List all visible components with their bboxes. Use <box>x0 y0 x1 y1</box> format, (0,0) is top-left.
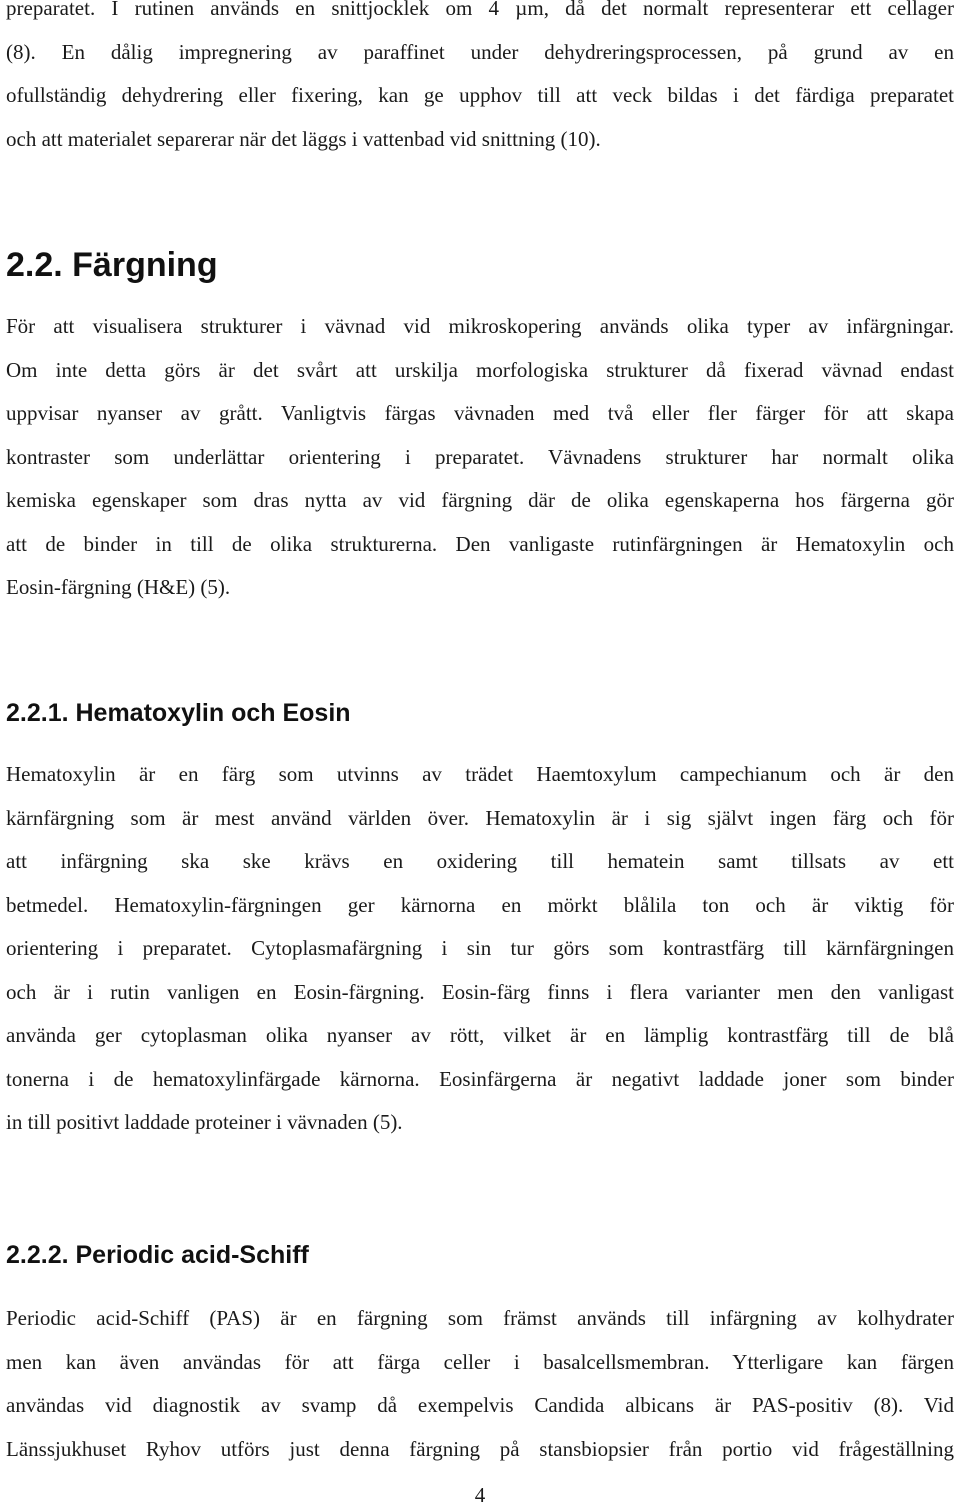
paragraph-line: kontraster som underlättar orientering i preparatet. Vävnadens strukturer har normalt olika <box>6 444 954 469</box>
page-number: 4 <box>474 1483 486 1507</box>
paragraph-line: men kan även användas för att färga celler i basalcellsmembran. Ytterligare kan färgen <box>6 1349 954 1374</box>
section-heading-periodic-acid-schiff: 2.2.2. Periodic acid-Schiff <box>6 1241 309 1269</box>
periodic-acid-schiff-paragraph <box>6 1303 954 1477</box>
section-heading-fargning: 2.2. Färgning <box>6 246 218 284</box>
paragraph-line: Periodic acid-Schiff (PAS) är en färgning som främst används till infärgning av kolhydrater <box>6 1306 954 1330</box>
paragraph-line: Eosin-färgning (H&E) (5). <box>6 575 231 599</box>
paragraph-line: betmedel. Hematoxylin-färgningen ger kärnorna en mörkt blålila ton och är viktig för <box>6 892 954 917</box>
paragraph-line: preparatet. I rutinen används en snittjocklek om 4 µm, då det normalt representerar ett cellager <box>6 0 954 20</box>
intro-paragraph <box>6 0 954 167</box>
paragraph-line: (8). En dålig impregnering av paraffinet under dehydreringsprocessen, på grund av en <box>6 39 954 64</box>
paragraph-line: orientering i preparatet. Cytoplasmafärgning i sin tur görs som kontrastfärg till kärnfärgningen <box>6 936 954 960</box>
paragraph-line: kärnfärgning som är mest använd världen över. Hematoxylin är i sig självt ingen färg och för <box>6 805 954 830</box>
paragraph-line: användas vid diagnostik av svamp då exempelvis Candida albicans är PAS-positiv (8). Vid <box>6 1393 954 1417</box>
paragraph-line: uppvisar nyanser av grått. Vanligtvis färgas vävnaden med två eller fler färger för att skapa <box>6 401 954 425</box>
paragraph-line: och att materialet separerar när det läggs i vattenbad vid snittning (10). <box>6 126 601 151</box>
paragraph-line: För att visualisera strukturer i vävnad vid mikroskopering används olika typer av infärgningar. <box>6 314 954 338</box>
paragraph-line: att de binder in till de olika strukturerna. Den vanligaste rutinfärgningen är Hematoxylin och <box>6 531 954 556</box>
fargning-paragraph <box>6 311 954 616</box>
paragraph-line: tonerna i de hematoxylinfärgade kärnorna. Eosinfärgerna är negativt laddade joner som binder <box>6 1066 954 1091</box>
paragraph-line: Hematoxylin är en färg som utvinns av trädet Haemtoxylum campechianum och är den <box>6 762 954 786</box>
paragraph-line: in till positivt laddade proteiner i vävnaden (5). <box>6 1110 403 1134</box>
paragraph-line: Om inte detta görs är det svårt att urskilja morfologiska strukturer då fixerad vävnad endast <box>6 357 954 382</box>
paragraph-line: att infärgning ska ske krävs en oxidering till hematein samt tillsats av ett <box>6 849 954 873</box>
paragraph-line: använda ger cytoplasman olika nyanser av rött, vilket är en lämplig kontrastfärg till de blå <box>6 1023 954 1047</box>
paragraph-line: Länssjukhuset Ryhov utförs just denna färgning på stansbiopsier från portio vid frågeställning <box>6 1436 954 1461</box>
paragraph-line: och är i rutin vanligen en Eosin-färgning. Eosin-färg finns i flera varianter men den vanligast <box>6 979 954 1004</box>
section-heading-hematoxylin-eosin: 2.2.1. Hematoxylin och Eosin <box>6 699 351 727</box>
paragraph-line: ofullständig dehydrering eller fixering, kan ge upphov till att veck bildas i det färdiga preparatet <box>6 83 954 107</box>
paragraph-line: kemiska egenskaper som dras nytta av vid färgning där de olika egenskaperna hos färgerna gör <box>6 488 954 512</box>
hematoxylin-eosin-paragraph <box>6 759 954 1151</box>
